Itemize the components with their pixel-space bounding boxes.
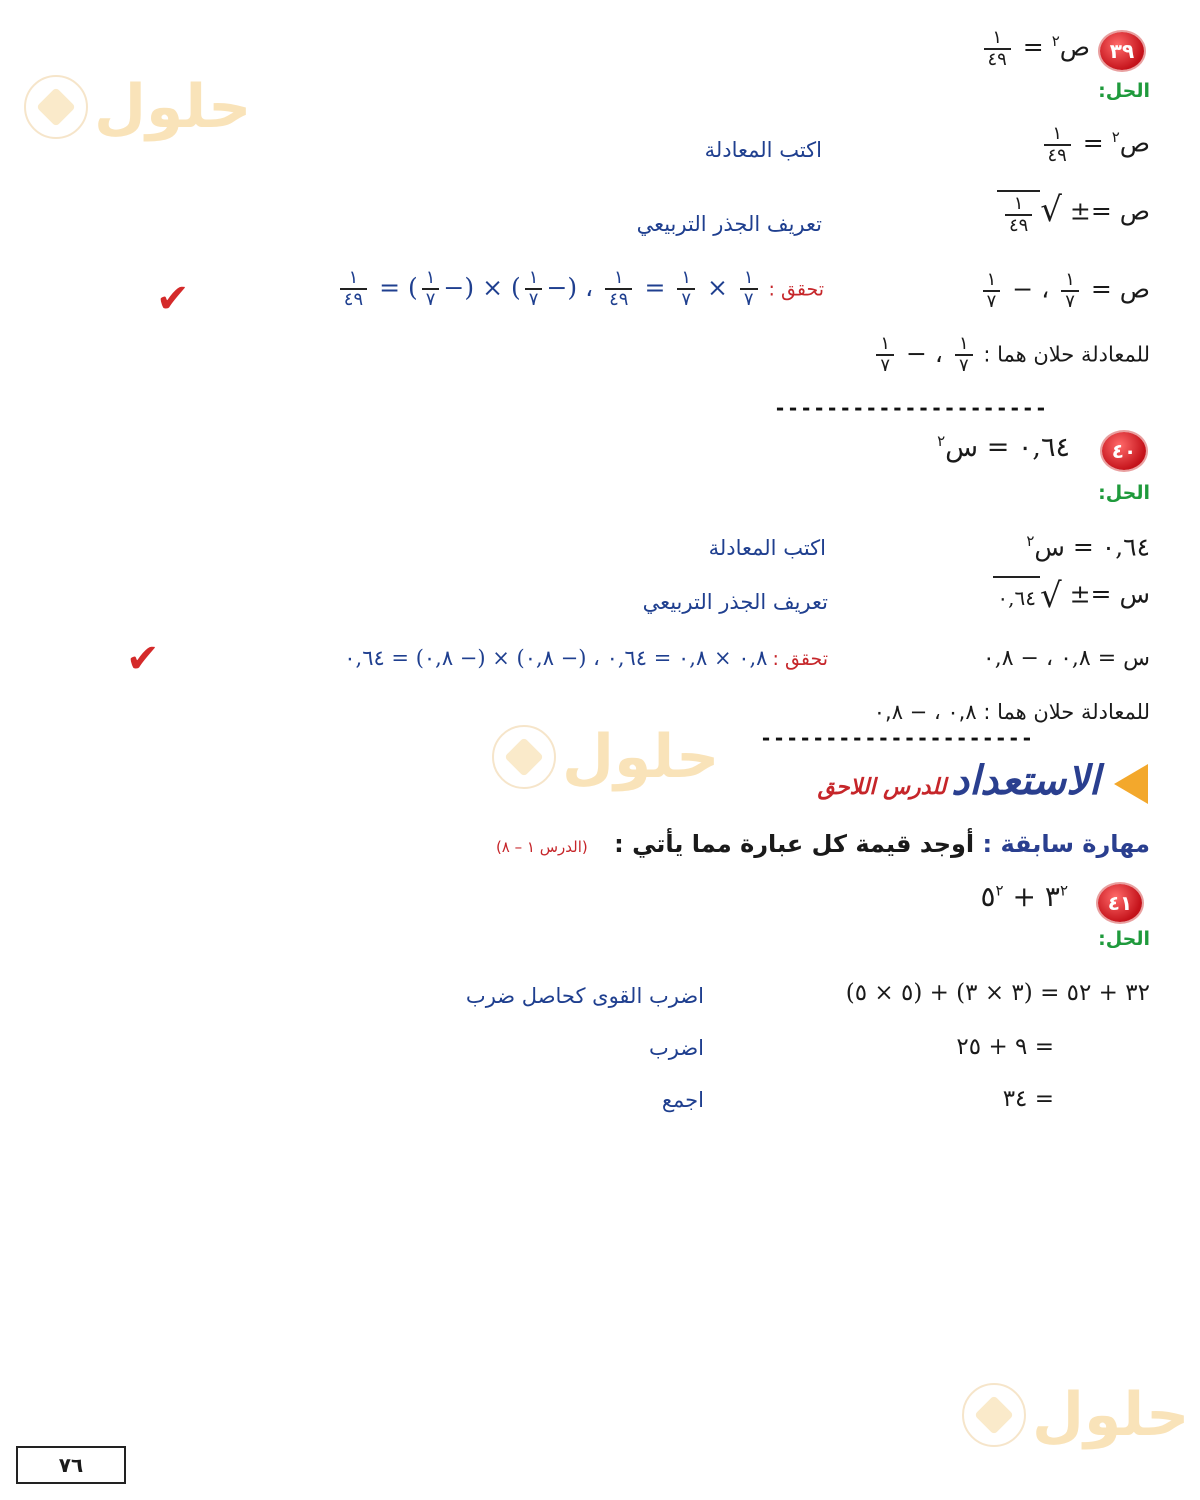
radical-icon: √: [1039, 576, 1062, 616]
power: ٢: [1111, 128, 1120, 147]
checkmark-icon: ✔: [126, 636, 160, 682]
watermark-text: حلول: [94, 72, 252, 142]
dashed-divider: ---------------------: [774, 396, 1048, 420]
equals-sign: =: [1082, 128, 1104, 158]
problem-41-step-3: = ٣٤: [1002, 1086, 1054, 1112]
section-subtitle: للدرس اللاحق: [817, 775, 947, 800]
equals-sign: =: [1090, 274, 1112, 304]
solution-label: الحل:: [1098, 928, 1150, 950]
watermark-logo-bottom: [962, 1380, 1189, 1450]
fraction: [984, 28, 1011, 70]
problem-41-step-1: ٣٢ + ٥٢ = (٣ × ٣) + (٥ × ٥): [845, 980, 1150, 1006]
fraction: $\frac{١}{٤٩}$: [1044, 124, 1071, 166]
check-label: تحقق :: [772, 648, 828, 670]
problem-40-step-2: س =± √ ٠,٦٤: [993, 576, 1150, 616]
minus-sign: −: [1012, 274, 1034, 304]
conclusion-text: للمعادلة حلان هما :: [983, 342, 1150, 367]
skill-label: مهارة سابقة :: [982, 830, 1150, 858]
plus-minus-equals: =±: [1069, 196, 1112, 226]
problem-41-step-2: = ٩ + ٢٥: [956, 1034, 1054, 1060]
variable: ص: [1119, 128, 1150, 158]
problem-39-step-2: [997, 190, 1150, 236]
problem-number-badge: ٣٩: [1100, 32, 1144, 70]
variable: ص: [1119, 196, 1150, 226]
separator: ،: [1041, 274, 1050, 304]
numerator: ١: [992, 27, 1003, 48]
solution-label: الحل:: [1098, 482, 1150, 504]
skill-line: [496, 830, 1150, 858]
logo-icon: [24, 75, 88, 139]
step-reason: اضرب: [648, 1036, 704, 1060]
checkmark-icon: ✔: [156, 276, 190, 322]
power: ٢: [937, 432, 946, 450]
variable: ص: [1119, 274, 1150, 304]
power: ٢: [1051, 32, 1060, 51]
problem-39-statement: [980, 28, 1091, 70]
step-reason: اجمع: [661, 1088, 704, 1112]
section-title-main: الاستعداد: [951, 758, 1100, 804]
skill-text: أوجد قيمة كل عبارة مما يأتي :: [614, 830, 975, 858]
watermark-logo-top: [24, 72, 251, 142]
dashed-divider: ---------------------: [760, 726, 1034, 750]
radical-icon: √: [1040, 190, 1062, 230]
fraction: $\frac{١}{٧}$: [1061, 270, 1079, 312]
step-reason: اكتب المعادلة: [704, 138, 822, 162]
check-line: [344, 646, 828, 670]
watermark-text: حلول: [562, 722, 720, 792]
equals-sign: =: [1022, 32, 1044, 62]
section-title: [818, 758, 1100, 804]
problem-39-step-3: [979, 270, 1150, 312]
problem-40-statement: ٠,٦٤ = س$^٢$: [937, 432, 1070, 463]
denominator: ٤٩: [987, 49, 1007, 70]
variable: ص: [1059, 32, 1090, 62]
square-root: √ ٠,٦٤: [993, 576, 1061, 616]
problem-39-step-1: [1040, 124, 1151, 166]
step-reason: تعريف الجذر التربيعي: [636, 212, 822, 236]
logo-icon: [492, 725, 556, 789]
check-expression: ٠,٨ × ٠,٨ = ٠,٦٤ ، (− ٠,٨) × (− ٠,٨) = ٠,٦٤: [344, 646, 768, 670]
solution-label: الحل:: [1098, 80, 1150, 102]
problem-39-conclusion: للمعادلة حلان هما : $\frac{١}{٧}$ ، − $\frac{١}{٧}$: [872, 334, 1150, 376]
fraction: $\frac{١}{٧}$: [983, 270, 1001, 312]
page-number: ٧٦: [16, 1446, 126, 1484]
problem-40-step-3: س = ٠,٨ ، − ٠,٨: [982, 646, 1150, 671]
problem-40-conclusion: للمعادلة حلان هما : ٠,٨ ، − ٠,٨: [873, 700, 1150, 724]
fraction: $\frac{١}{٤٩}$: [1005, 194, 1032, 236]
watermark-logo-middle: [492, 722, 719, 792]
problem-number-badge: ٤١: [1098, 884, 1142, 922]
check-label: تحقق :: [768, 278, 824, 301]
problem-number-badge: ٤٠: [1102, 432, 1146, 470]
step-reason: تعريف الجذر التربيعي: [642, 590, 828, 614]
step-reason: اضرب القوى كحاصل ضرب: [465, 984, 704, 1008]
problem-40-step-1: ٠,٦٤ = س$^٢$: [1026, 532, 1150, 562]
logo-icon: [962, 1383, 1026, 1447]
step-reason: اكتب المعادلة: [708, 536, 826, 560]
square-root: [997, 190, 1062, 236]
check-expression: $\frac{١}{٧}$ × $\frac{١}{٧}$ = $\frac{١}{٤٩}$ ، (− $\frac{١}{٧}$ ) × (− $\frac{١}{٧}$ ) = $\frac{١}{٤٩}$: [336, 273, 762, 302]
problem-41-statement: $٣^٢$ + $٥^٢$: [980, 880, 1068, 913]
check-line: [336, 268, 824, 310]
lesson-reference: (الدرس ١ – ٨): [495, 838, 588, 856]
arrow-marker-icon: [1114, 764, 1148, 804]
watermark-text: حلول: [1032, 1380, 1190, 1450]
